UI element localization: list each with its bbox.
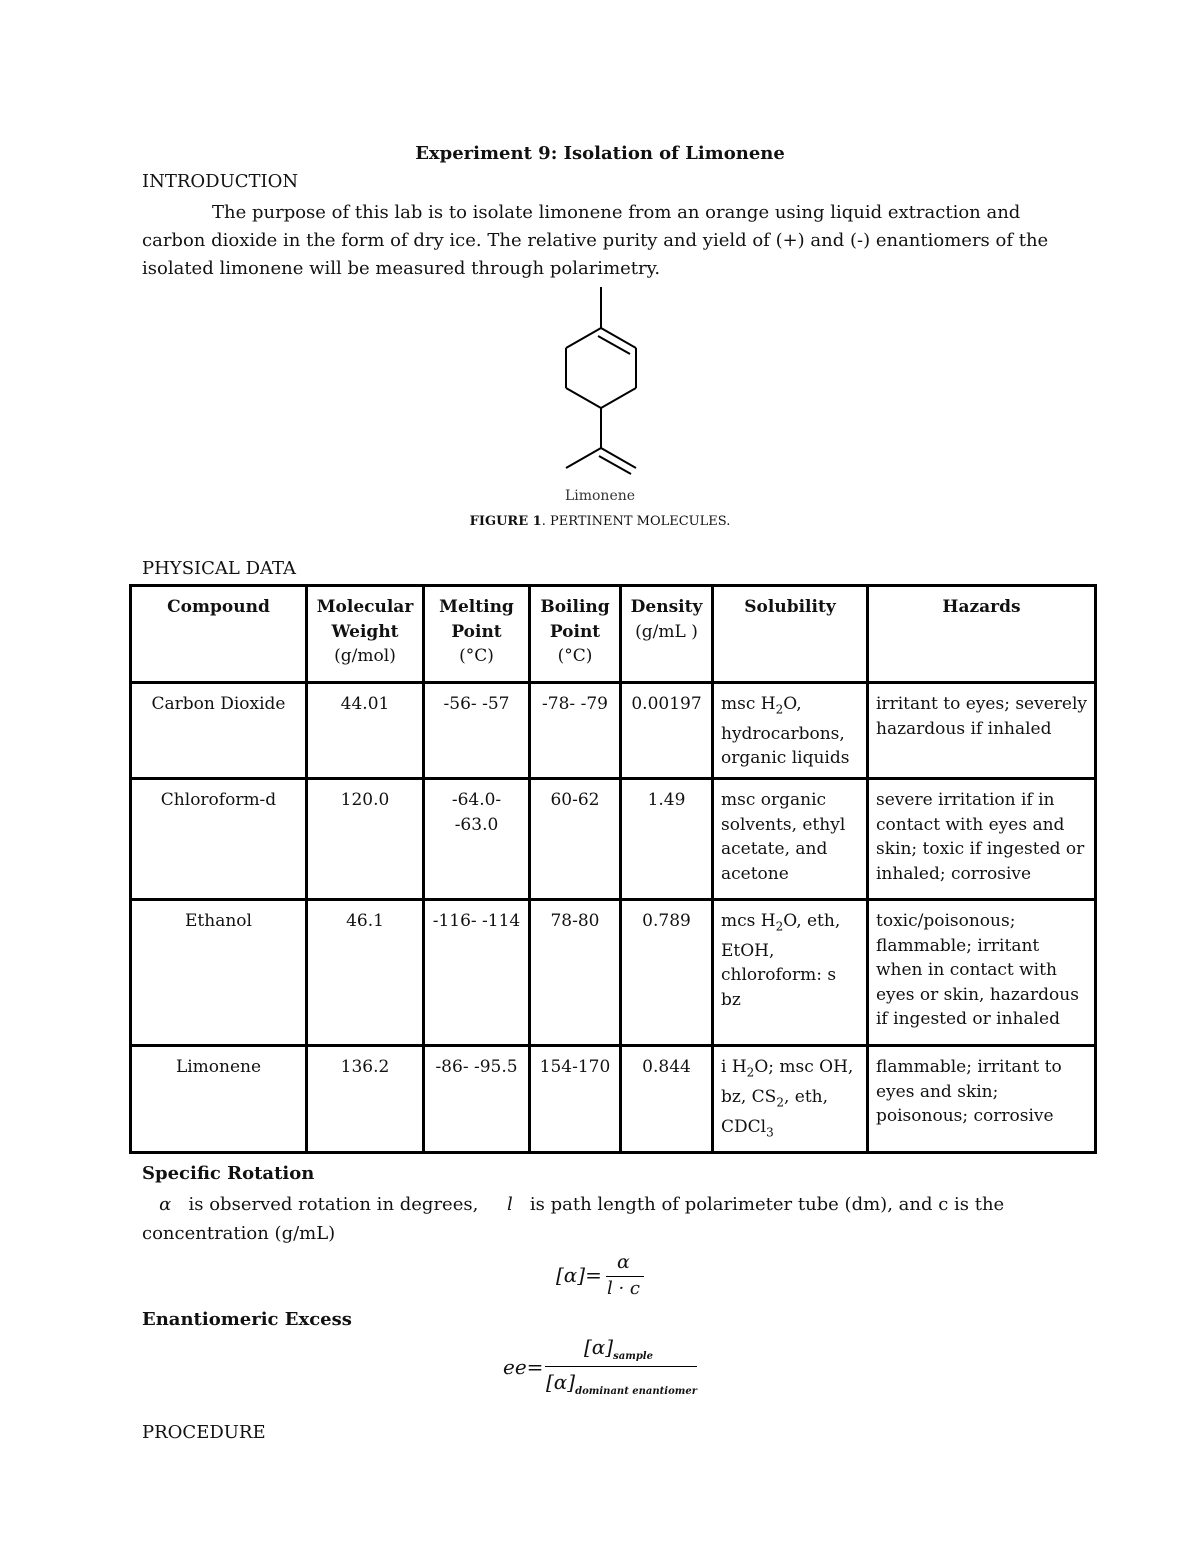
figure-caption-text: . PERTINENT MOLECULES.	[541, 514, 731, 529]
solubility-cell: msc organic solvents, ethyl acetate, and acetone	[713, 779, 868, 900]
boiling-point-cell: -78- -79	[530, 683, 621, 779]
formula-denominator: l · c	[607, 1278, 641, 1299]
table-row	[131, 900, 1096, 1046]
enantiomeric-excess-heading: Enantiomeric Excess	[142, 1309, 352, 1330]
fraction-bar	[606, 1276, 644, 1277]
figure-caption	[0, 514, 1200, 529]
methyl-branch-bond	[566, 448, 601, 468]
density-cell: 0.00197	[621, 683, 713, 779]
table-row	[131, 1046, 1096, 1153]
figure-caption-number: FIGURE 1	[469, 514, 542, 529]
molecular-weight-cell: 46.1	[307, 900, 424, 1046]
ring-bond	[566, 328, 601, 348]
ring-bond	[601, 388, 636, 408]
table-header-row	[131, 586, 1096, 683]
limonene-structure	[540, 284, 660, 479]
compound-cell: Carbon Dioxide	[131, 683, 307, 779]
formula-numerator: α	[617, 1251, 630, 1273]
ring-double-bond-inner	[598, 336, 630, 354]
hazards-cell: irritant to eyes; severely hazardous if inhaled	[868, 683, 1096, 779]
compound-cell: Chloroform-d	[131, 779, 307, 900]
introduction-paragraph: The purpose of this lab is to isolate limonene from an orange using liquid extraction and carbon dioxide in the form of dry ice. The relative purity and yield of (+) and (-) enantiomers of the isolated limonene will be measured through polarimetry.	[142, 202, 1049, 279]
alpha-symbol: α	[159, 1194, 172, 1215]
boiling-point-cell: 154-170	[530, 1046, 621, 1153]
hazards-cell: flammable; irritant to eyes and skin; poisonous; corrosive	[868, 1046, 1096, 1153]
specific-rotation-heading: Specific Rotation	[142, 1163, 315, 1184]
header-molecular-weight: Molecular Weight (g/mol)	[307, 586, 424, 683]
molecular-weight-cell: 136.2	[307, 1046, 424, 1153]
melting-point-cell: -64.0- -63.0	[424, 779, 530, 900]
molecular-weight-cell: 44.01	[307, 683, 424, 779]
hazards-cell: severe irritation if in contact with eyes and skin; toxic if ingested or inhaled; corrosive	[868, 779, 1096, 900]
header-density: Density (g/mL )	[621, 586, 713, 683]
specific-rotation-description	[142, 1190, 1042, 1248]
solubility-cell: msc $H_2O$, hydrocarbons, organic liquids	[713, 683, 868, 779]
header-melting-point: Melting Point (°C)	[424, 586, 530, 683]
header-boiling-point: Boiling Point (°C)	[530, 586, 621, 683]
physical-data-heading: PHYSICAL DATA	[142, 558, 297, 579]
vinyl-double-bond	[601, 448, 636, 468]
solubility-cell: i $H_2O$; msc OH, bz, $CS_2$, eth, CDCl$_3$	[713, 1046, 868, 1153]
document-title: Experiment 9: Isolation of Limonene	[415, 143, 785, 164]
physical-data-table	[129, 584, 1097, 1154]
boiling-point-cell: 78-80	[530, 900, 621, 1046]
molecular-weight-cell: 120.0	[307, 779, 424, 900]
header-hazards: Hazards	[868, 586, 1096, 683]
boiling-point-cell: 60-62	[530, 779, 621, 900]
ee-numerator: $[\alpha]_{sample}$	[584, 1335, 653, 1362]
description-part-1: is observed rotation in degrees,	[182, 1194, 485, 1215]
density-cell: 0.789	[621, 900, 713, 1046]
formula-lhs: [α]=	[556, 1263, 602, 1287]
ee-fraction-bar	[545, 1366, 697, 1367]
ring-bond	[566, 388, 601, 408]
melting-point-cell: -116- -114	[424, 900, 530, 1046]
header-compound: Compound	[131, 586, 307, 683]
table-row	[131, 683, 1096, 779]
hazards-cell: toxic/poisonous; flammable; irritant when in contact with eyes or skin, hazardous if ingested or inhaled	[868, 900, 1096, 1046]
compound-cell: Ethanol	[131, 900, 307, 1046]
vinyl-double-bond-inner	[599, 456, 631, 474]
header-solubility: Solubility	[713, 586, 868, 683]
ee-denominator: $[\alpha]_{dominant enantiomer}$	[546, 1370, 697, 1397]
procedure-heading: PROCEDURE	[142, 1422, 266, 1443]
ee-lhs: ee=	[503, 1355, 544, 1379]
solubility-cell: mcs $H_2O$, eth, EtOH, chloroform: s bz	[713, 900, 868, 1046]
density-cell: 0.844	[621, 1046, 713, 1153]
table-row	[131, 779, 1096, 900]
description-part-2: is path length of polarimeter tube (dm), and c is the concentration (g/mL)	[142, 1194, 1005, 1244]
ring-bond	[601, 328, 636, 348]
introduction-heading: INTRODUCTION	[142, 171, 299, 192]
melting-point-cell: -56- -57	[424, 683, 530, 779]
density-cell: 1.49	[621, 779, 713, 900]
l-symbol: l	[506, 1194, 513, 1215]
compound-cell: Limonene	[131, 1046, 307, 1153]
molecule-label: Limonene	[564, 488, 636, 504]
melting-point-cell: -86- -95.5	[424, 1046, 530, 1153]
